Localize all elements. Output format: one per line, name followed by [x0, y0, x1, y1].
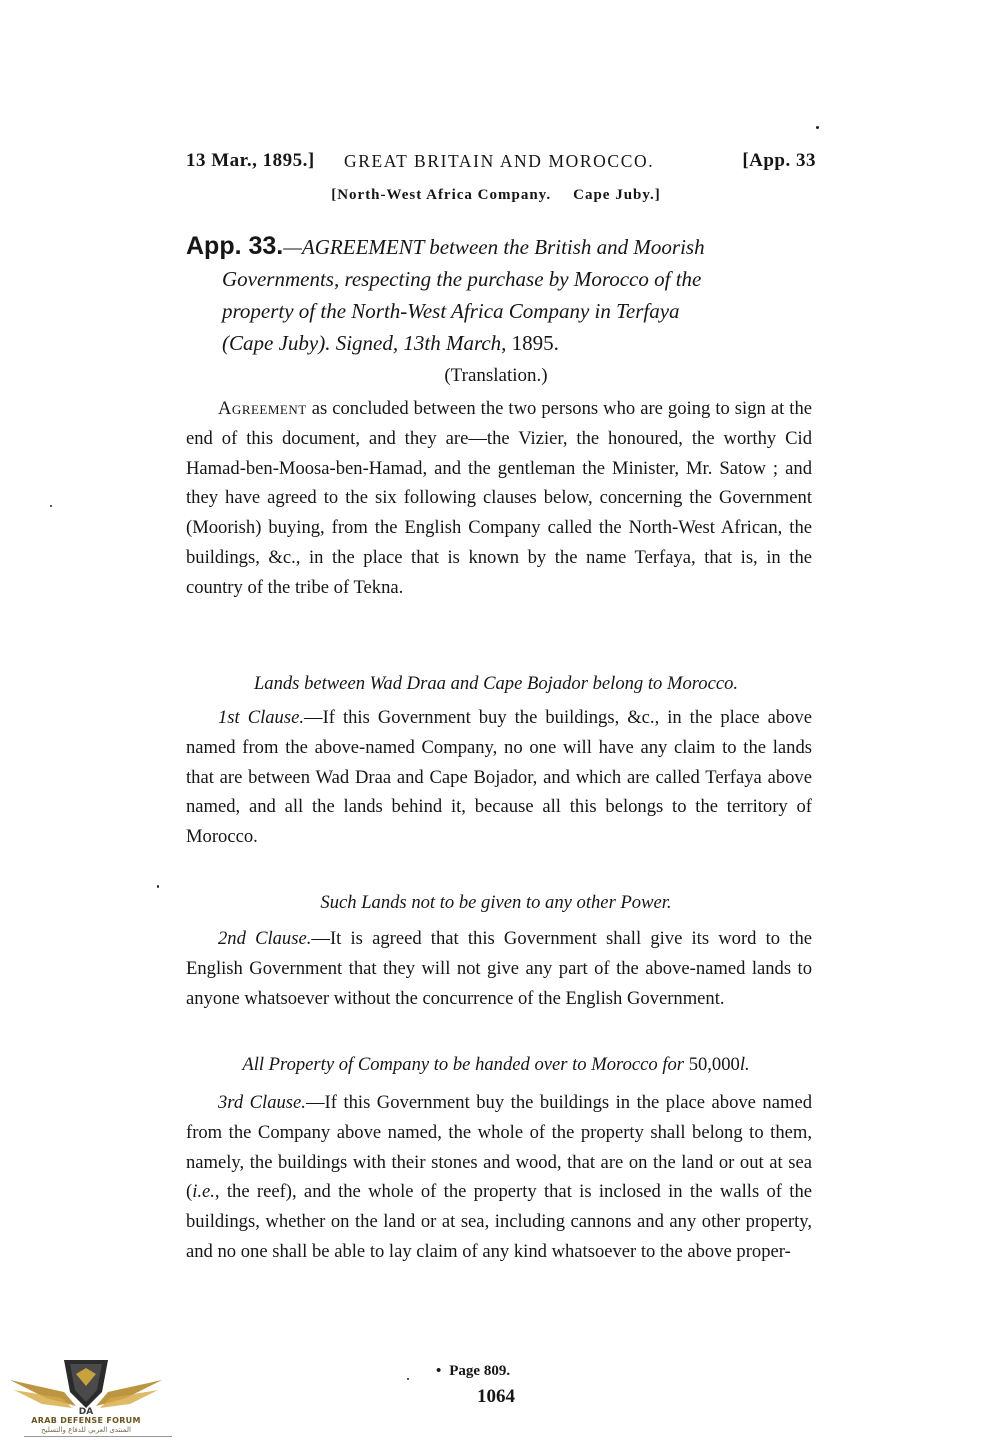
marginal-heading-1: Lands between Wad Draa and Cape Bojador belong to Morocco.: [253, 673, 739, 694]
watermark-underline: [24, 1436, 172, 1437]
document-title: [186, 230, 816, 359]
page-number: 1064: [477, 1386, 515, 1407]
clause-3-paragraph: 3rd Clause.—If this Government buy the buildings in the place above named from the Company above named, the whole of the property shall belong to them, namely, the buildings with their stones and wood, that are on the land or out at sea (i.e., the reef), and the whole of the property that is inclosed in the walls of the buildings, whether on the land or at sea, including cannons and any other property, and no one shall be able to lay claim of any kind whatsoever to the above proper-: [186, 1092, 812, 1262]
translation-note: (Translation.): [444, 365, 548, 386]
ink-speck: [407, 1378, 409, 1380]
footnote-text: Page 809.: [449, 1363, 511, 1379]
intro-paragraph: Agreement as concluded between the two persons who are going to sign at the end of this document, and they are—the Vizier, the honoured, the worthy Cid Hamad-ben-Moosa-ben-Hamad, and the gentleman the Minister, Mr. Satow ; and they have agreed to the six following clauses below, concerning the Government (Moorish) buying, from the English Company called the North-West African, the buildings, &c., in the place that is known by the name Terfaya, that is, in the country of the tribe of Tekna.: [186, 398, 812, 598]
footnote: [436, 1363, 510, 1380]
forum-watermark-logo: [6, 1346, 166, 1440]
clause-2-paragraph: 2nd Clause.—It is agreed that this Government shall give its word to the English Government that they will not give any part of the above-named lands to anyone whatsoever without the concurrence of the English Government.: [186, 928, 812, 1009]
eagle-emblem-icon: [6, 1346, 166, 1418]
running-head-app: [App. 33: [742, 150, 816, 171]
title-line-4: (Cape Juby). Signed, 13th March, 1895.: [222, 331, 559, 355]
clause-2-label: 2nd Clause.: [218, 928, 312, 949]
subhead-company: [North-West Africa Company.: [331, 187, 552, 203]
title-line-1: App. 33.—AGREEMENT between the British and Moorish: [186, 232, 705, 260]
watermark-arabic: المنتدى العربي للدفاع والتسليح: [41, 1426, 131, 1434]
footnote-mark: •: [436, 1363, 442, 1379]
clause-1-label: 1st Clause.: [218, 707, 304, 728]
running-head-title: GREAT BRITAIN AND MOROCCO.: [344, 151, 655, 171]
title-line-2: Governments, respecting the purchase by Morocco of the: [222, 267, 702, 291]
clause-1-paragraph: 1st Clause.—If this Government buy the buildings, &c., in the place above named from the above-named Company, no one will have any claim to the lands that are between Wad Draa and Cape Bojador, and which are called Terfaya above named, and all the lands behind it, because all this belongs to the territory of Morocco.: [186, 707, 812, 848]
running-head: [186, 150, 816, 176]
marginal-heading-2: Such Lands not to be given to any other Power.: [320, 892, 672, 913]
appendix-label: App. 33.: [186, 232, 284, 260]
watermark-initials: DA: [78, 1407, 94, 1417]
marginal-heading-3: All Property of Company to be handed over to Morocco for 50,000l.: [242, 1054, 750, 1075]
subhead: [0, 187, 992, 204]
running-head-date: 13 Mar., 1895.]: [186, 150, 315, 171]
title-line-3: property of the North-West Africa Company in Terfaya: [222, 299, 680, 323]
watermark-name: ARAB DEFENSE FORUM: [31, 1416, 141, 1425]
ink-speck: [816, 126, 819, 129]
subhead-place: Cape Juby.]: [573, 187, 661, 203]
intro-lead-word: Agreement: [218, 398, 307, 419]
clause-3-label: 3rd Clause.: [218, 1092, 306, 1113]
ink-speck: [157, 885, 159, 888]
ink-speck: [50, 505, 52, 507]
